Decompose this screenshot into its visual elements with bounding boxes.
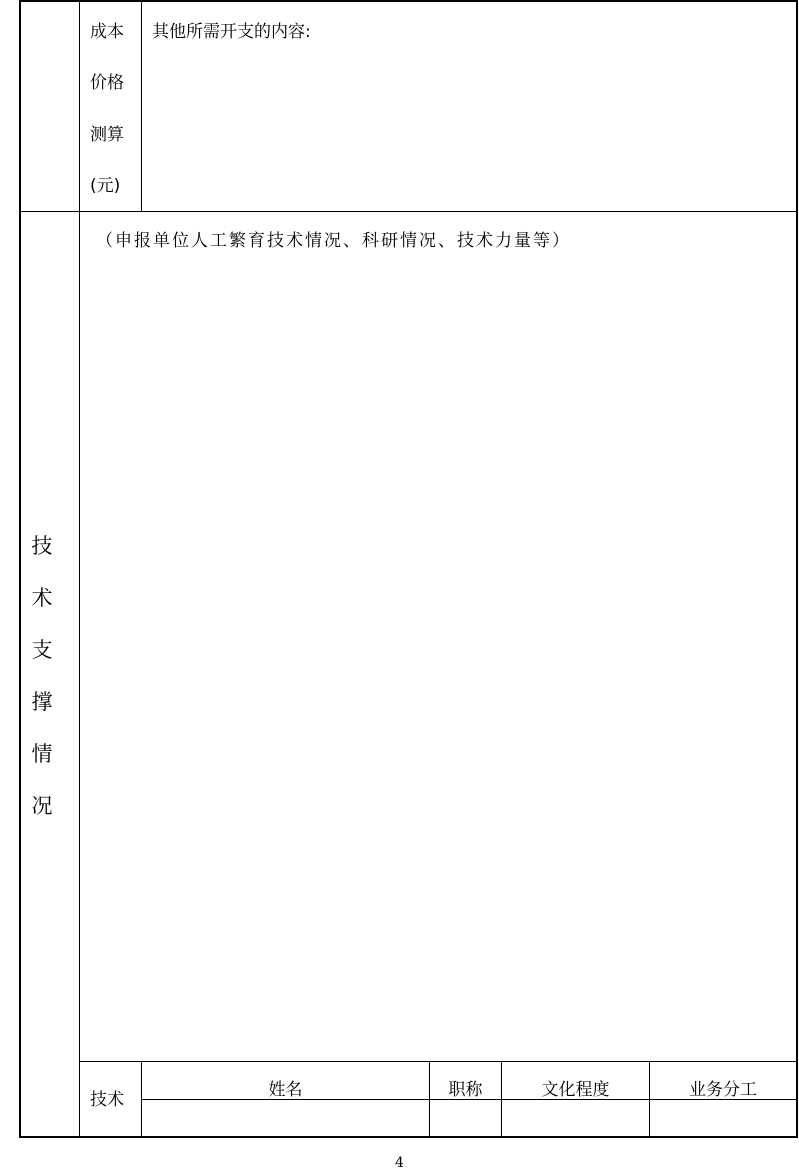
- cost-label-line-4: (元): [90, 176, 121, 196]
- tech-label-char-3: 支: [31, 638, 53, 662]
- staff-header-education: 文化程度: [541, 1080, 610, 1100]
- tech-label-char-2: 术: [31, 586, 53, 610]
- cost-label-line-2: 价格: [90, 73, 124, 93]
- staff-header-duty: 业务分工: [689, 1080, 757, 1100]
- table-border-left: [19, 0, 21, 1138]
- cost-label-line-1: 成本: [90, 22, 124, 42]
- tech-description-prompt: （申报单位人工繁育技术情况、科研情况、技术力量等）: [96, 231, 571, 251]
- tech-label-char-5: 情: [31, 742, 53, 766]
- cost-content-prompt: 其他所需开支的内容:: [152, 22, 311, 42]
- col-divider-left: [79, 0, 80, 1137]
- col-divider-cost: [141, 0, 142, 212]
- tech-label-char-4: 撑: [31, 690, 53, 714]
- table-border-top: [20, 0, 798, 2]
- staff-row-label: 技术: [90, 1090, 124, 1110]
- tech-label-char-6: 况: [31, 794, 53, 818]
- page-number: 4: [395, 1155, 404, 1171]
- staff-header-title: 职称: [448, 1080, 483, 1100]
- row-divider-staff: [80, 1061, 797, 1062]
- row-divider-cost: [20, 211, 797, 212]
- tech-label-char-1: 技: [31, 534, 53, 558]
- table-border-right: [796, 0, 798, 1138]
- table-border-bottom: [19, 1136, 798, 1138]
- staff-header-name: 姓名: [268, 1080, 303, 1100]
- cost-label-line-3: 测算: [90, 125, 124, 145]
